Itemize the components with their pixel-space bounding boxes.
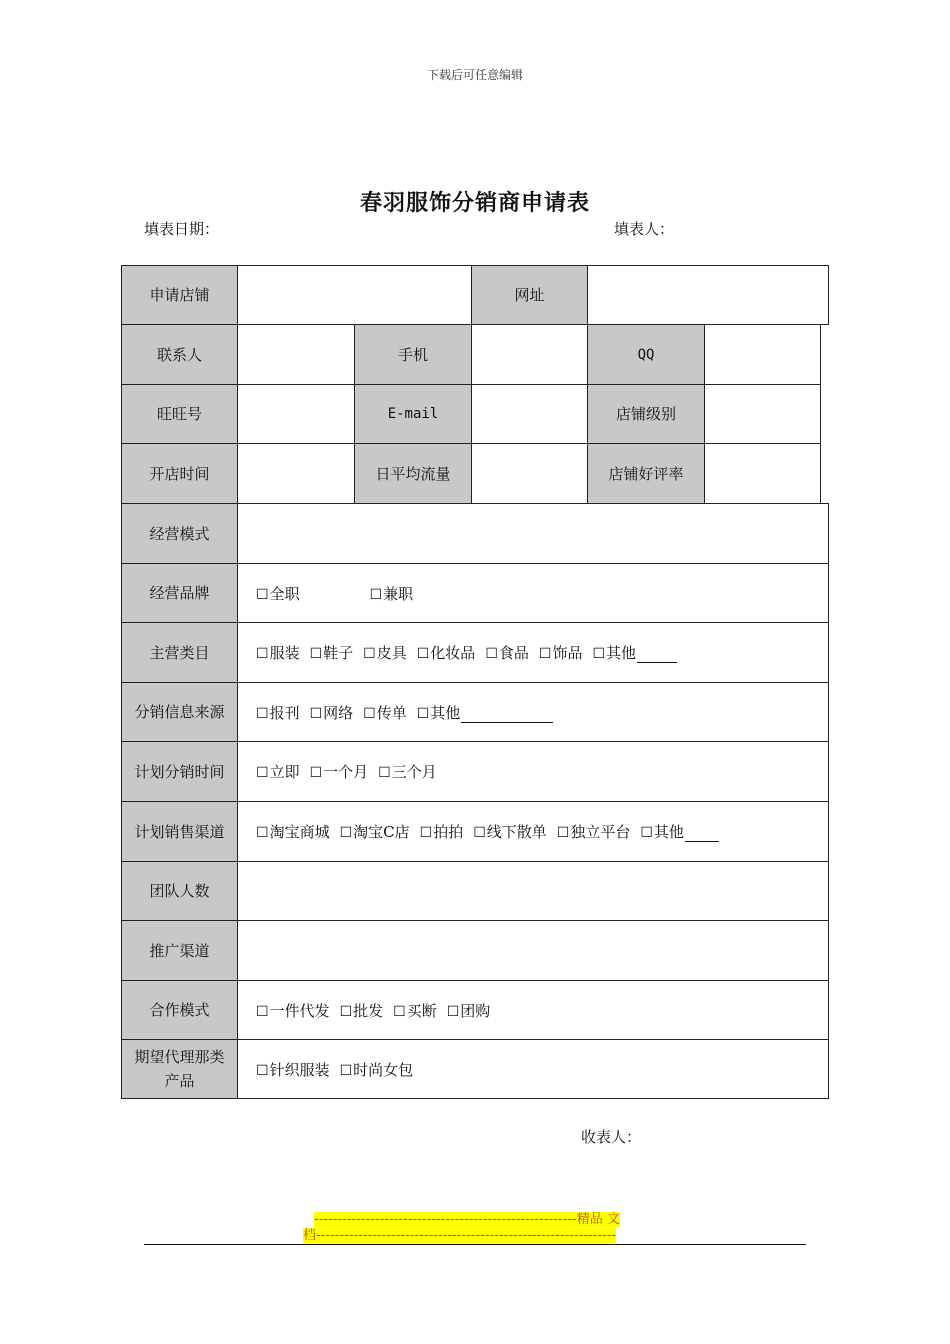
wangwang-label: 旺旺号	[121, 384, 238, 444]
product-options	[237, 1039, 829, 1099]
checkbox-icon[interactable]: ☐	[640, 825, 653, 841]
qq-field[interactable]	[704, 324, 821, 385]
other-blank[interactable]	[461, 707, 553, 723]
option-leather[interactable]	[363, 642, 407, 663]
business-mode-label: 经营模式	[121, 503, 238, 564]
checkbox-icon[interactable]: ☐	[419, 825, 433, 841]
info-source-label: 分销信息来源	[121, 682, 238, 742]
option-label: 兼职	[383, 584, 414, 603]
shop-label: 申请店铺	[121, 265, 238, 325]
daily-traffic-label: 日平均流量	[354, 443, 472, 504]
option-other[interactable]	[592, 642, 677, 663]
channel-label: 计划销售渠道	[121, 801, 238, 862]
category-options	[237, 622, 829, 683]
header-note: 下载后可任意编辑	[426, 68, 523, 82]
info-source-options	[237, 682, 829, 742]
mobile-label: 手机	[354, 324, 472, 385]
option-label: 报刊	[269, 703, 300, 722]
qq-label: QQ	[587, 324, 705, 385]
option-fulltime[interactable]	[256, 583, 300, 604]
checkbox-icon[interactable]: ☐	[393, 1003, 406, 1020]
option-label: 其他	[430, 703, 461, 722]
checkbox-icon[interactable]: ☐	[369, 586, 383, 603]
plan-time-options	[237, 741, 829, 802]
option-handbags[interactable]	[340, 1059, 414, 1080]
option-label: 一个月	[323, 763, 369, 781]
option-label: 鞋子	[323, 644, 354, 662]
checkbox-icon[interactable]: ☐	[416, 705, 430, 722]
option-label: 买断	[406, 1001, 437, 1020]
checkbox-icon[interactable]: ☐	[485, 646, 498, 662]
option-label: 食品	[498, 644, 529, 662]
rating-field[interactable]	[704, 443, 821, 504]
option-wholesale[interactable]	[340, 1000, 384, 1021]
other-blank[interactable]	[685, 826, 719, 842]
checkbox-icon[interactable]: ☐	[592, 646, 606, 662]
product-label: 期望代理那类产品	[121, 1039, 238, 1099]
checkbox-icon[interactable]: ☐	[256, 1003, 269, 1020]
option-label: 拍拍	[433, 823, 464, 841]
checkbox-icon[interactable]: ☐	[378, 765, 391, 781]
footer-highlight-line1: --------------------------------------------------------精品 文	[314, 1212, 620, 1227]
receiver-label: 收表人：	[581, 1128, 642, 1146]
shop-level-field[interactable]	[704, 384, 821, 444]
open-time-field[interactable]	[237, 443, 355, 504]
checkbox-icon[interactable]: ☐	[256, 646, 269, 662]
option-independent[interactable]	[557, 821, 631, 842]
checkbox-icon[interactable]: ☐	[256, 586, 269, 603]
option-knitwear[interactable]	[256, 1059, 330, 1080]
option-label: 针织服装	[269, 1060, 330, 1079]
option-label: 一件代发	[269, 1001, 330, 1020]
option-label: 化妆品	[430, 644, 476, 662]
filler-label: 填表人：	[614, 220, 675, 238]
option-label: 线下散单	[486, 823, 547, 841]
option-food[interactable]	[485, 642, 529, 663]
option-label: 淘宝C店	[353, 823, 410, 841]
option-label: 皮具	[376, 644, 407, 662]
option-dropship[interactable]	[256, 1000, 330, 1021]
option-label: 淘宝商城	[269, 823, 330, 841]
mobile-field[interactable]	[471, 324, 588, 385]
checkbox-icon[interactable]: ☐	[256, 1062, 269, 1079]
option-shoes[interactable]	[310, 642, 354, 663]
option-group-buy[interactable]	[447, 1000, 491, 1021]
option-clothing[interactable]	[256, 642, 300, 663]
wangwang-field[interactable]	[237, 384, 355, 444]
checkbox-icon[interactable]: ☐	[256, 705, 269, 722]
contact-field[interactable]	[237, 324, 355, 385]
option-offline[interactable]	[473, 821, 547, 842]
option-label: 服装	[269, 644, 300, 662]
team-field[interactable]	[237, 861, 829, 921]
option-other[interactable]	[417, 702, 554, 723]
checkbox-icon[interactable]: ☐	[416, 646, 430, 662]
contact-label: 联系人	[121, 324, 238, 385]
open-time-label: 开店时间	[121, 443, 238, 504]
email-field[interactable]	[471, 384, 588, 444]
option-parttime[interactable]	[370, 583, 414, 604]
email-label: E-mail	[354, 384, 472, 444]
shop-level-label: 店铺级别	[587, 384, 705, 444]
other-blank[interactable]	[637, 647, 677, 663]
option-newspaper[interactable]	[256, 702, 300, 723]
fill-date-label: 填表日期：	[144, 220, 220, 238]
checkbox-icon[interactable]: ☐	[339, 1062, 353, 1079]
checkbox-icon[interactable]: ☐	[256, 825, 269, 841]
checkbox-icon[interactable]: ☐	[473, 825, 486, 841]
brand-options	[237, 563, 829, 623]
rating-label: 店铺好评率	[587, 443, 705, 504]
form-title: 春羽服饰分销商申请表	[359, 190, 590, 216]
option-buyout[interactable]	[393, 1000, 437, 1021]
category-label: 主营类目	[121, 622, 238, 683]
checkbox-icon[interactable]: ☐	[309, 705, 323, 722]
option-three-months[interactable]	[378, 761, 437, 782]
checkbox-icon[interactable]: ☐	[556, 825, 570, 841]
checkbox-icon[interactable]: ☐	[538, 646, 552, 662]
checkbox-icon[interactable]: ☐	[256, 765, 269, 781]
option-other[interactable]	[640, 821, 719, 842]
daily-traffic-field[interactable]	[471, 443, 588, 504]
shop-field[interactable]	[237, 265, 472, 325]
promo-field[interactable]	[237, 920, 829, 981]
option-taobao-c[interactable]	[340, 821, 410, 842]
option-paipai[interactable]	[420, 821, 464, 842]
channel-options	[237, 801, 829, 862]
coop-label: 合作模式	[121, 980, 238, 1040]
checkbox-icon[interactable]: ☐	[446, 1003, 460, 1020]
coop-options	[237, 980, 829, 1040]
option-internet[interactable]	[310, 702, 354, 723]
option-one-month[interactable]	[310, 761, 369, 782]
option-label: 饰品	[552, 644, 583, 662]
option-label: 立即	[269, 763, 300, 781]
option-label: 时尚女包	[353, 1060, 414, 1079]
option-accessories[interactable]	[539, 642, 583, 663]
option-label: 三个月	[391, 763, 437, 781]
checkbox-icon[interactable]: ☐	[363, 705, 376, 722]
brand-label: 经营品牌	[121, 563, 238, 623]
option-immediately[interactable]	[256, 761, 300, 782]
checkbox-icon[interactable]: ☐	[339, 825, 353, 841]
plan-time-label: 计划分销时间	[121, 741, 238, 802]
business-mode-field[interactable]	[237, 503, 829, 564]
option-flyer[interactable]	[363, 702, 407, 723]
option-label: 网络	[323, 703, 354, 722]
option-label: 全职	[269, 584, 300, 603]
option-cosmetics[interactable]	[417, 642, 476, 663]
team-label: 团队人数	[121, 861, 238, 921]
website-label: 网址	[471, 265, 588, 325]
checkbox-icon[interactable]: ☐	[339, 1003, 353, 1020]
checkbox-icon[interactable]: ☐	[309, 765, 323, 781]
option-label: 传单	[376, 703, 407, 722]
option-tmall[interactable]	[256, 821, 330, 842]
checkbox-icon[interactable]: ☐	[309, 646, 323, 662]
website-field[interactable]	[587, 265, 829, 325]
footer-divider	[144, 1244, 806, 1245]
promo-label: 推广渠道	[121, 920, 238, 981]
footer-highlight-line2: 档----------------------------------------------------------------	[303, 1228, 617, 1243]
option-label: 团购	[460, 1001, 491, 1020]
option-label: 独立平台	[570, 823, 631, 841]
checkbox-icon[interactable]: ☐	[363, 646, 376, 662]
option-label: 批发	[353, 1001, 384, 1020]
option-label: 其他	[606, 644, 637, 662]
option-label: 其他	[653, 823, 684, 841]
